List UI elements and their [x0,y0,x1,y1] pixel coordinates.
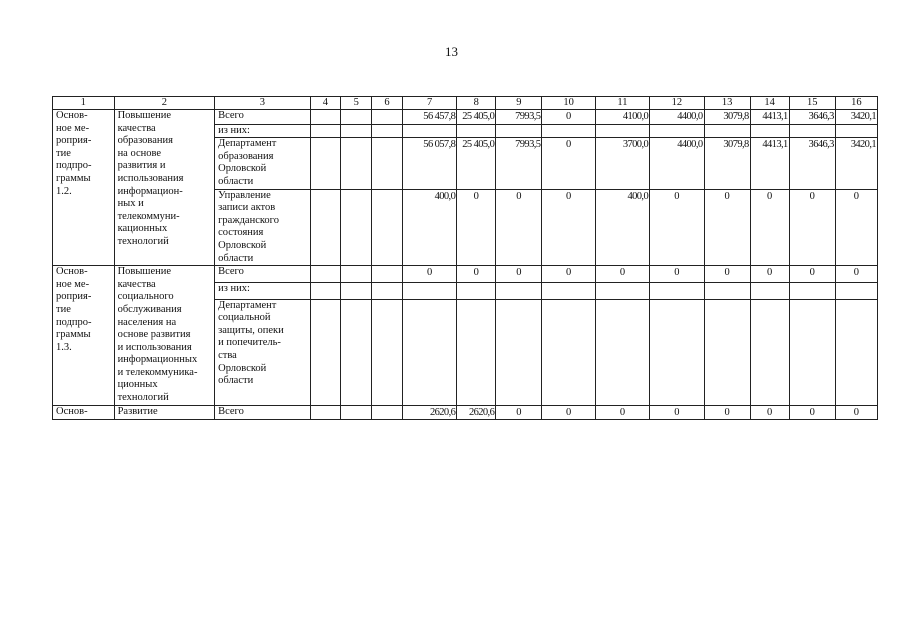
text-line: защиты, опеки [218,324,284,336]
text-line: записи актов [218,202,276,214]
value-cell [595,283,649,299]
value-cell [341,124,372,138]
value-cell [650,299,704,405]
value-cell [310,138,341,189]
text-line: подпро- [56,316,92,328]
activity-code-cell [53,266,115,406]
value-cell [650,283,704,299]
value-cell [835,299,877,405]
text-line: граммы [56,172,91,184]
column-number: 16 [835,97,877,110]
value-cell [704,283,750,299]
text-line: ционных [117,379,158,391]
activity-code-cell [53,405,115,420]
column-number: 5 [341,97,372,110]
value-cell [835,124,877,138]
value-cell: 0 [402,266,456,283]
value-cell: 0 [789,189,835,266]
value-cell [650,124,704,138]
text-line: Повышение [117,110,172,121]
value-cell [789,283,835,299]
value-cell [496,299,542,405]
value-cell [750,124,789,138]
text-line: информационных [117,354,198,366]
value-cell: 4413,1 [750,138,789,189]
value-cell [310,124,341,138]
value-cell [595,124,649,138]
value-cell [750,283,789,299]
value-cell: 0 [789,266,835,283]
text-line: населения на [117,316,177,328]
value-cell [372,124,403,138]
page-number: 13 [445,44,458,59]
value-cell [310,266,341,283]
value-cell: 0 [789,405,835,420]
text-line: области [218,252,254,264]
table-row [53,266,878,283]
column-number: 8 [457,97,496,110]
value-cell: 3079,8 [704,138,750,189]
value-cell: 7993,5 [496,110,542,125]
text-line: тие [56,303,71,315]
value-cell [402,299,456,405]
value-cell [372,405,403,420]
value-cell [542,283,595,299]
value-cell: 56 457,8 [402,110,456,125]
text-line: Всего [218,266,244,278]
text-line: ное ме- [56,278,90,290]
value-cell: 0 [650,405,704,420]
value-cell: 4400,0 [650,138,704,189]
column-number: 3 [215,97,310,110]
value-cell [835,283,877,299]
value-cell [704,299,750,405]
value-cell: 2620,6 [402,405,456,420]
executor-cell [215,189,310,266]
text-line: ных и [117,198,144,210]
value-cell [457,283,496,299]
text-line: из них: [218,283,250,295]
value-cell: 3646,3 [789,110,835,125]
value-cell: 3420,1 [835,110,877,125]
value-cell: 0 [542,189,595,266]
text-line: и использования [117,341,192,353]
text-line: Основ- [56,405,88,417]
activity-code-cell [53,110,115,266]
budget-table [52,96,878,420]
text-line: гражданского [218,214,279,226]
text-line: развития и [117,160,166,172]
text-line: области [218,375,254,387]
value-cell: 4100,0 [595,110,649,125]
executor-cell [215,266,310,283]
value-cell: 25 405,0 [457,138,496,189]
value-cell: 0 [496,266,542,283]
value-cell: 4413,1 [750,110,789,125]
text-line: использования [117,172,184,184]
value-cell [789,124,835,138]
value-cell [341,138,372,189]
text-line: Всего [218,110,244,121]
value-cell [542,124,595,138]
column-number: 10 [542,97,595,110]
value-cell: 0 [595,266,649,283]
value-cell: 7993,5 [496,138,542,189]
value-cell [341,189,372,266]
text-line: Орловской [218,163,267,175]
activity-name-cell [114,405,215,420]
executor-cell [215,283,310,299]
value-cell: 25 405,0 [457,110,496,125]
value-cell: 3646,3 [789,138,835,189]
table-row [53,110,878,125]
text-line: обслуживания [117,303,182,315]
text-line: технологий [117,235,169,247]
text-line: образования [218,150,274,162]
value-cell [457,299,496,405]
value-cell: 3079,8 [704,110,750,125]
text-line: тие [56,147,71,159]
column-number-row [53,97,878,110]
value-cell: 0 [750,266,789,283]
value-cell: 400,0 [595,189,649,266]
value-cell [704,124,750,138]
text-line: Всего [218,405,244,417]
text-line: Орловской [218,239,267,251]
value-cell [341,283,372,299]
value-cell [496,124,542,138]
column-number: 4 [310,97,341,110]
value-cell [310,189,341,266]
text-line: Повышение [117,266,172,278]
value-cell: 0 [542,266,595,283]
table-row [53,405,878,420]
column-number: 9 [496,97,542,110]
column-number: 11 [595,97,649,110]
value-cell [310,299,341,405]
value-cell [789,299,835,405]
text-line: Департамент [218,299,277,311]
text-line: Управление [218,189,271,201]
text-line: Орловской [218,362,267,374]
text-line: роприя- [56,291,92,303]
column-number: 2 [114,97,215,110]
value-cell: 0 [496,189,542,266]
text-line: Основ- [56,266,88,278]
text-line: телекоммуни- [117,210,180,222]
text-line: ное ме- [56,122,90,134]
value-cell: 0 [650,189,704,266]
text-line: кационных [117,223,168,235]
text-line: качества [117,278,156,290]
value-cell: 0 [457,189,496,266]
value-cell: 0 [595,405,649,420]
value-cell: 0 [750,189,789,266]
value-cell [372,283,403,299]
value-cell [341,299,372,405]
value-cell [310,110,341,125]
text-line: подпро- [56,160,92,172]
text-line: 1.2. [56,185,72,197]
value-cell: 0 [650,266,704,283]
value-cell [457,124,496,138]
text-line: Департамент [218,138,277,150]
text-line: социальной [218,312,271,324]
value-cell [310,283,341,299]
executor-cell [215,299,310,405]
value-cell: 400,0 [402,189,456,266]
column-number: 7 [402,97,456,110]
value-cell: 0 [750,405,789,420]
value-cell [750,299,789,405]
value-cell: 0 [542,138,595,189]
value-cell: 0 [542,110,595,125]
value-cell: 0 [542,405,595,420]
executor-cell [215,138,310,189]
value-cell [496,283,542,299]
text-line: Развитие [117,405,158,417]
value-cell: 0 [496,405,542,420]
value-cell: 56 057,8 [402,138,456,189]
column-number: 6 [372,97,403,110]
text-line: на основе [117,147,162,159]
text-line: социального [117,291,174,303]
value-cell: 4400,0 [650,110,704,125]
text-line: из них: [218,124,250,136]
value-cell [402,283,456,299]
text-line: образования [117,135,173,147]
value-cell: 0 [835,266,877,283]
text-line: и попечитель- [218,337,281,349]
column-number: 12 [650,97,704,110]
value-cell [310,405,341,420]
text-line: граммы [56,329,91,341]
column-number: 13 [704,97,750,110]
value-cell: 3700,0 [595,138,649,189]
value-cell: 0 [457,266,496,283]
column-number: 15 [789,97,835,110]
value-cell [372,138,403,189]
text-line: области [218,175,254,187]
value-cell [341,405,372,420]
value-cell: 0 [704,266,750,283]
value-cell [402,124,456,138]
value-cell [542,299,595,405]
value-cell: 3420,1 [835,138,877,189]
text-line: технологий [117,392,169,404]
activity-name-cell [114,266,215,406]
value-cell: 0 [704,189,750,266]
activity-name-cell [114,110,215,266]
text-line: 1.3. [56,341,72,353]
column-number: 14 [750,97,789,110]
text-line: информацион- [117,185,183,197]
text-line: Основ- [56,110,88,121]
value-cell [372,299,403,405]
value-cell: 0 [704,405,750,420]
executor-cell [215,110,310,125]
column-number: 1 [53,97,115,110]
text-line: состояния [218,227,264,239]
text-line: ства [218,350,237,361]
value-cell: 0 [835,189,877,266]
text-line: роприя- [56,135,92,147]
value-cell [595,299,649,405]
executor-cell [215,124,310,138]
text-line: основе развития [117,329,191,341]
value-cell [372,189,403,266]
executor-cell [215,405,310,420]
value-cell [372,110,403,125]
value-cell: 2620,6 [457,405,496,420]
value-cell [341,266,372,283]
value-cell: 0 [835,405,877,420]
value-cell [372,266,403,283]
text-line: и телекоммуника- [117,366,198,378]
value-cell [341,110,372,125]
text-line: качества [117,122,156,134]
